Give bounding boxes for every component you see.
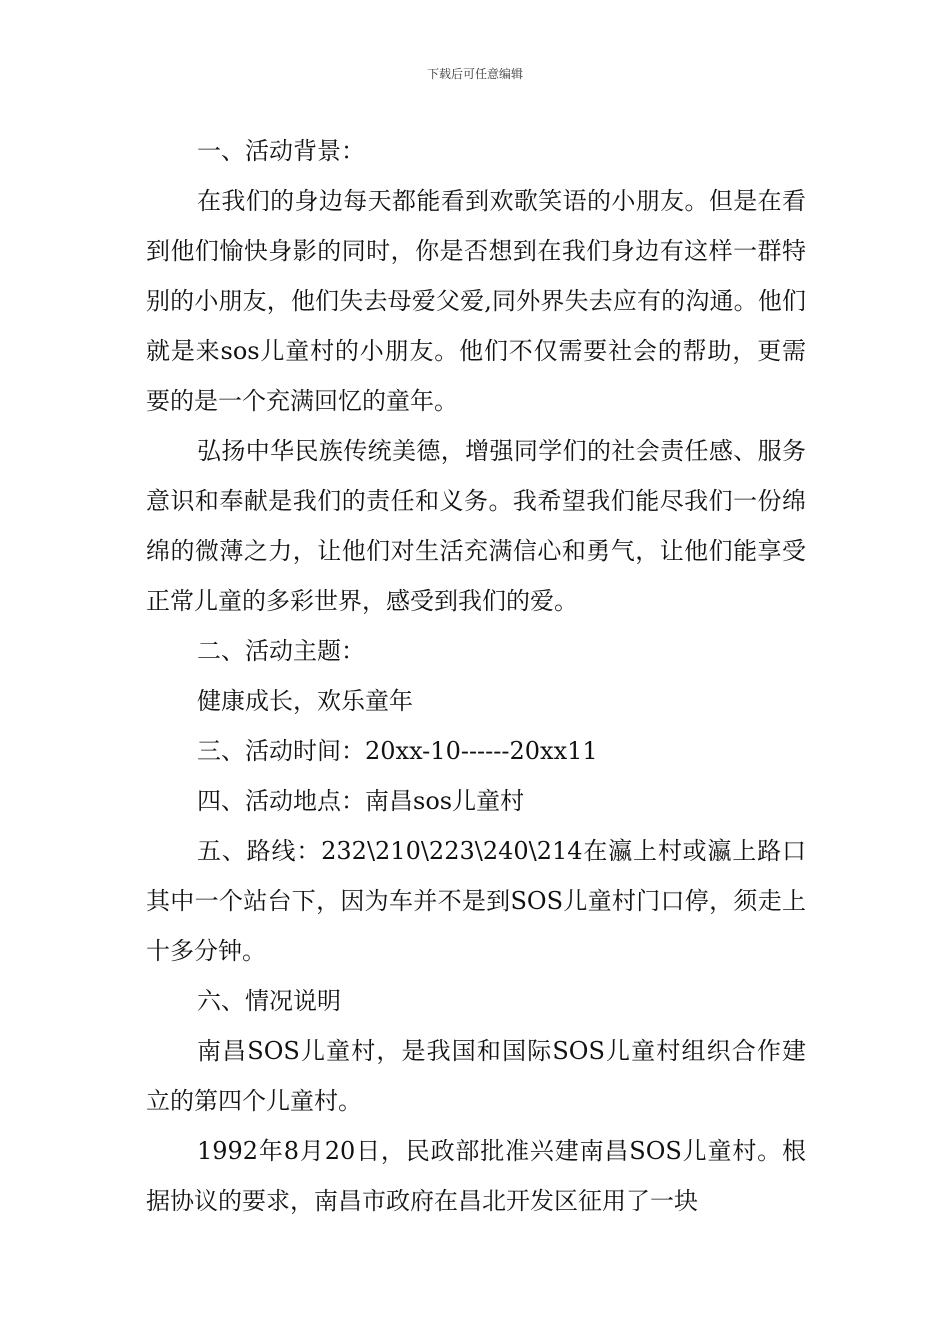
paragraph-background-1: 在我们的身边每天都能看到欢歌笑语的小朋友。但是在看到他们愉快身影的同时，你是否想到在我们身边有这样一群特别的小朋友，他们失去母爱父爱,同外界失去应有的沟通。他们就是来sos儿童村的小朋友。他们不仅需要社会的帮助，更需要的是一个充满回忆的童年。 [146, 187, 806, 415]
section-heading-background: 一、活动背景： [197, 137, 365, 165]
paragraph-situation-2: 1992年8月20日，民政部批准兴建南昌SOS儿童村。根据协议的要求，南昌市政府在昌北开发区征用了一块 [146, 1137, 806, 1215]
paragraph-location: 四、活动地点：南昌sos儿童村 [197, 787, 525, 815]
document-body [146, 126, 806, 1226]
paragraph-background-2: 弘扬中华民族传统美德，增强同学们的社会责任感、服务意识和奉献是我们的责任和义务。我希望我们能尽我们一份绵绵的微薄之力，让他们对生活充满信心和勇气，让他们能享受正常儿童的多彩世界，感受到我们的爱。 [146, 437, 806, 615]
paragraph-theme: 健康成长，欢乐童年 [197, 687, 413, 715]
paragraph-route: 五、路线：232\210\223\240\214在瀛上村或瀛上路口其中一个站台下，因为车并不是到SOS儿童村门口停，须走上十多分钟。 [146, 837, 806, 965]
section-heading-situation: 六、情况说明 [197, 987, 341, 1015]
paragraph-time: 三、活动时间：20xx-10------20xx11 [197, 737, 598, 765]
page-header-note: 下载后可任意编辑 [426, 67, 523, 81]
section-heading-theme: 二、活动主题： [197, 637, 365, 665]
paragraph-situation-1: 南昌SOS儿童村，是我国和国际SOS儿童村组织合作建立的第四个儿童村。 [146, 1037, 806, 1115]
